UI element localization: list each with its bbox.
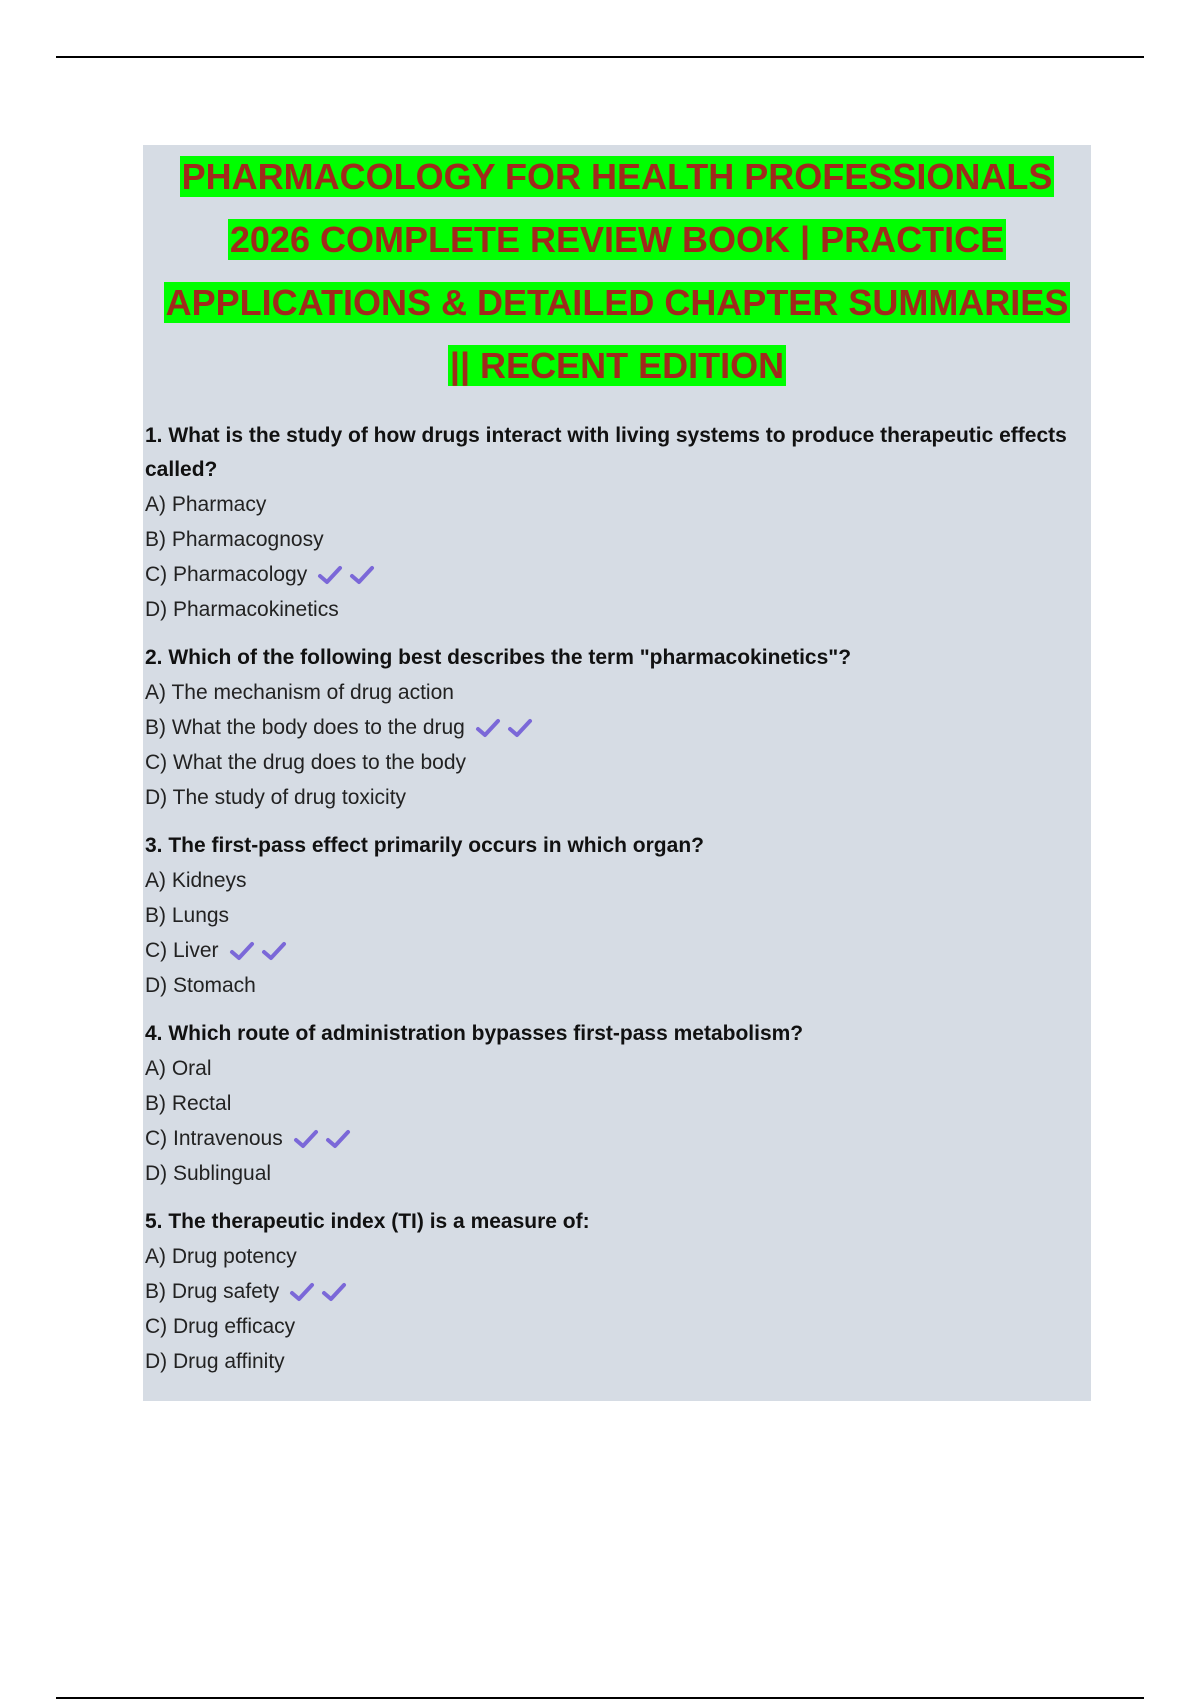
- answer-option: D) Sublingual: [145, 1162, 272, 1185]
- double-check-icon: [229, 940, 287, 962]
- answer-option-correct: C) Liver: [145, 933, 1089, 968]
- question-list: [145, 419, 1089, 1379]
- question-text: 1. What is the study of how drugs interact with living systems to produce therapeutic effects called?: [145, 424, 1067, 481]
- answer-option: A) The mechanism of drug action: [145, 681, 454, 704]
- answer-option: A) Kidneys: [145, 869, 247, 892]
- question-block: [145, 1017, 1089, 1191]
- question-block: [145, 641, 1089, 815]
- question-block: [145, 1205, 1089, 1379]
- answer-option: D) The study of drug toxicity: [145, 786, 407, 809]
- content-panel: [143, 145, 1091, 1401]
- question-text: 3. The first-pass effect primarily occurs in which organ?: [145, 834, 704, 857]
- double-check-icon: [475, 717, 533, 739]
- answer-option: A) Oral: [145, 1057, 212, 1080]
- bottom-rule: [56, 1697, 1144, 1699]
- double-check-icon: [289, 1281, 347, 1303]
- double-check-icon: [293, 1128, 351, 1150]
- title-line: PHARMACOLOGY FOR HEALTH PROFESSIONALS: [181, 156, 1053, 197]
- answer-option: B) Rectal: [145, 1092, 232, 1115]
- title-line: APPLICATIONS & DETAILED CHAPTER SUMMARIES: [165, 282, 1069, 323]
- answer-option-correct: B) Drug safety: [145, 1274, 1089, 1309]
- answer-option: D) Stomach: [145, 974, 256, 997]
- answer-option-correct: C) Pharmacology: [145, 557, 1089, 592]
- answer-option: B) Lungs: [145, 904, 230, 927]
- answer-option: D) Pharmacokinetics: [145, 598, 339, 621]
- document-title: [145, 145, 1089, 397]
- answer-option: A) Pharmacy: [145, 493, 267, 516]
- question-text: 5. The therapeutic index (TI) is a measure of:: [145, 1210, 590, 1233]
- top-rule: [56, 56, 1144, 58]
- answer-option: D) Drug affinity: [145, 1350, 285, 1373]
- question-text: 2. Which of the following best describes the term "pharmacokinetics"?: [145, 646, 852, 669]
- title-line: 2026 COMPLETE REVIEW BOOK | PRACTICE: [229, 219, 1005, 260]
- answer-option: C) Drug efficacy: [145, 1315, 296, 1338]
- answer-option: A) Drug potency: [145, 1245, 297, 1268]
- answer-option: B) Pharmacognosy: [145, 528, 324, 551]
- answer-option-correct: C) Intravenous: [145, 1121, 1089, 1156]
- question-text: 4. Which route of administration bypasses first-pass metabolism?: [145, 1022, 804, 1045]
- double-check-icon: [317, 564, 375, 586]
- answer-option: C) What the drug does to the body: [145, 751, 467, 774]
- question-block: [145, 419, 1089, 627]
- answer-option-correct: B) What the body does to the drug: [145, 710, 1089, 745]
- question-block: [145, 829, 1089, 1003]
- title-line: || RECENT EDITION: [449, 345, 785, 386]
